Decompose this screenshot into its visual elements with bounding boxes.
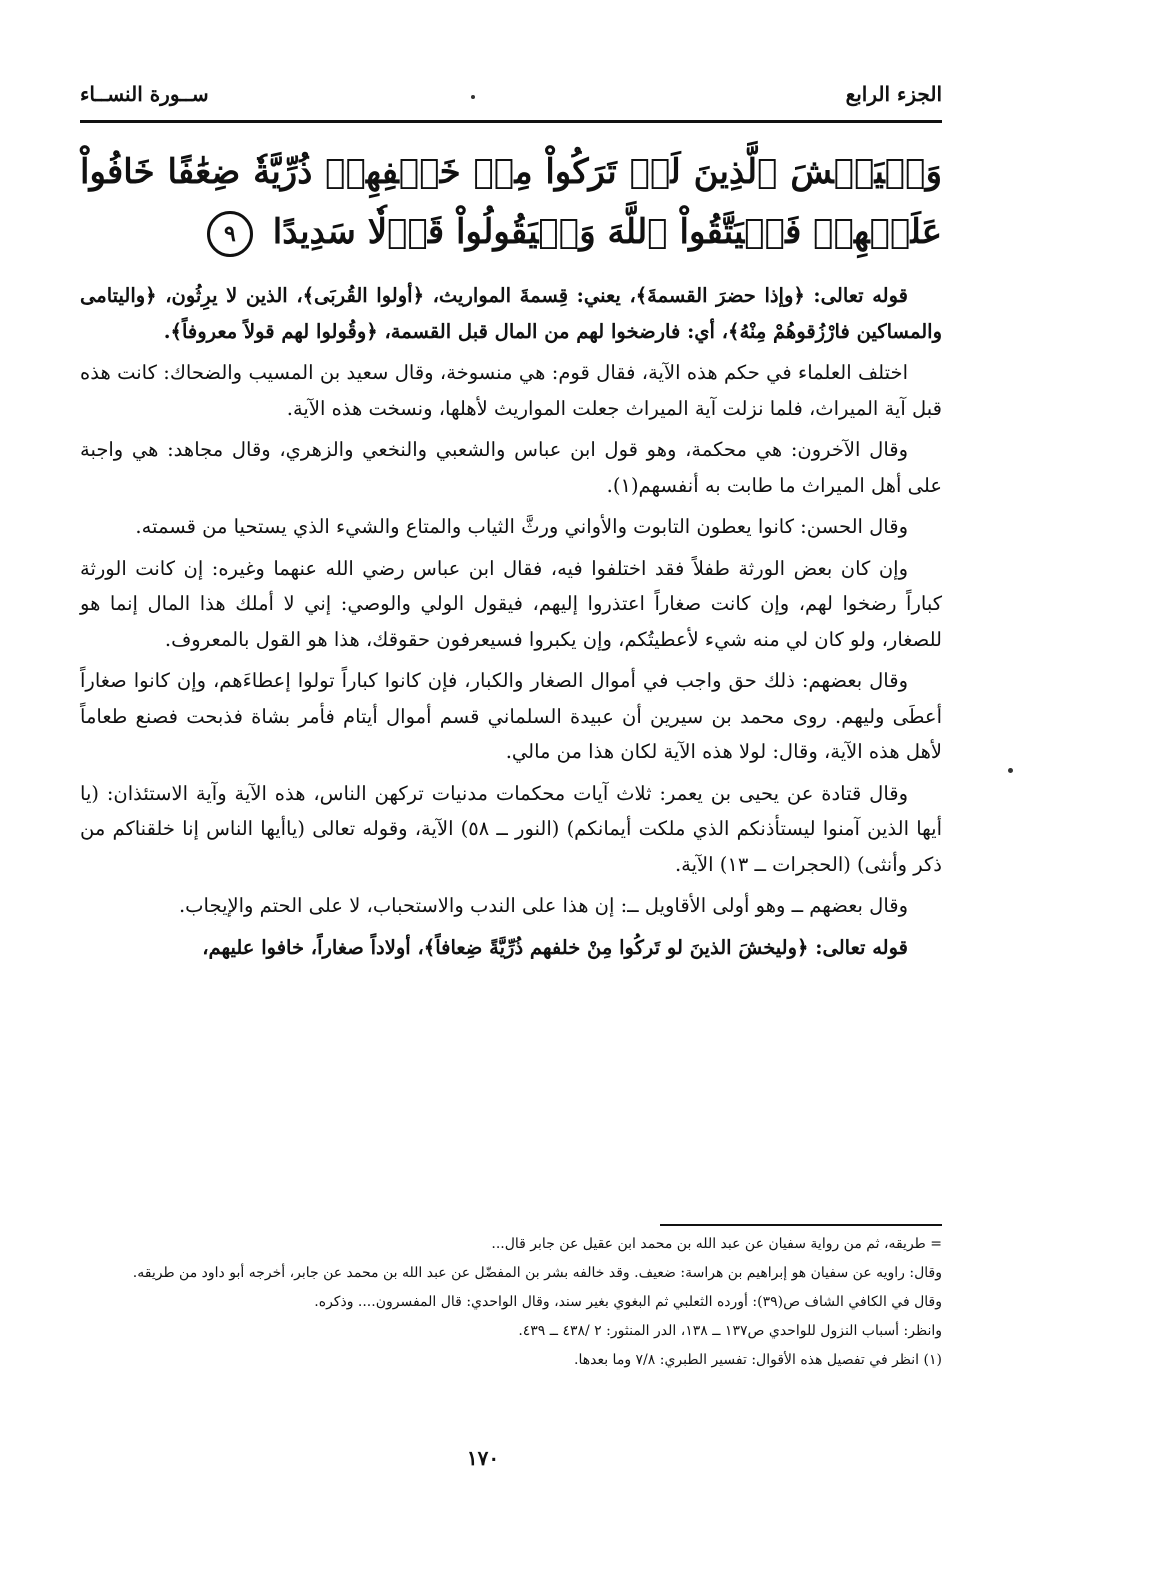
paragraph: قوله تعالى: ﴿وإذا حضرَ القسمةَ﴾، يعني: قِسمةَ المواريث، ﴿أولوا القُربَى﴾، الذين لا يرِثُون، ﴿واليتامى والمساكين فارْزُقوهُمْ مِنْهُ﴾، أي: فارضخوا لهم من المال قبل القسمة، ﴿وقُولوا لهم قولاً معروفاً﴾.	[80, 284, 942, 343]
commentary-body	[80, 278, 942, 971]
paragraph: وقال الآخرون: هي محكمة، وهو قول ابن عباس والشعبي والنخعي والزهري، وقال مجاهد: هي واجبة على أهل الميراث ما طابت به أنفسهم(١).	[80, 438, 942, 497]
footnote: = طريقه، ثم من رواية سفيان عن عبد الله بن محمد ابن عقيل عن جابر قال...	[491, 1236, 942, 1252]
header-rule	[80, 120, 942, 123]
running-header	[80, 82, 942, 116]
part-title: الجزء الرابع	[845, 82, 942, 106]
surah-title: ســورة النســاء	[80, 82, 209, 106]
paragraph: قوله تعالى: ﴿وليخشَ الذينَ لو تَركُوا مِنْ خلفهم ذُرِّيَّةً ضِعافاً﴾، أولاداً صغاراً، خافوا عليهم،	[202, 935, 908, 959]
footnote-separator	[660, 1224, 942, 1226]
quran-verse	[80, 142, 942, 262]
footnote: وقال في الكافي الشاف ص(٣٩): أورده الثعلبي ثم البغوي بغير سند، وقال الواحدي: قال المفسرون.... وذكره.	[314, 1294, 942, 1310]
footnote: وقال: راويه عن سفيان هو إبراهيم بن هراسة: ضعيف. وقد خالفه بشر بن المفضّل عن عبد الله بن محمد عن جابر، أخرجه أبو داود من طريقه.	[132, 1265, 942, 1281]
paragraph: وقال قتادة عن يحيى بن يعمر: ثلاث آيات محكمات مدنيات تركهن الناس، هذه الآية وآية الاستئذان: (يا أيها الذين آمنوا ليستأذنكم الذي ملكت أيمانكم) (النور ــ ٥٨) الآية، وقوله تعالى (ياأيها الناس إنا خلقناكم من ذكر وأنثى) (الحجرات ــ ١٣) الآية.	[80, 781, 942, 876]
footnotes	[80, 1232, 942, 1377]
paragraph: اختلف العلماء في حكم هذه الآية، فقال قوم: هي منسوخة، وقال سعيد بن المسيب والضحاك: كانت هذه قبل آية الميراث، فلما نزلت آية الميراث جعلت المواريث لأهلها، ونسخت هذه الآية.	[80, 361, 942, 420]
footnote: (١) انظر في تفصيل هذه الأقوال: تفسير الطبري: ٧/٨ وما بعدها.	[574, 1352, 942, 1368]
margin-dot	[1008, 768, 1013, 773]
paragraph: وقال بعضهم ــ وهو أولى الأقاويل ــ: إن هذا على الندب والاستحباب، لا على الحتم والإيجاب.	[178, 894, 908, 917]
header-dot	[471, 95, 475, 99]
paragraph: وإن كان بعض الورثة طفلاً فقد اختلفوا فيه، فقال ابن عباس رضي الله عنهما وغيره: إن كانت الورثة كباراً رضخوا لهم، وإن كانت صغاراً اعتذروا إليهم، فيقول الولي والوصي: إني لا أملك هذا المال إنما هو للصغار، ولو كان لي منه شيء لأعطيتُكم، وإن يكبروا فسيعرفون حقوقك، هذا هو القول بالمعروف.	[80, 556, 942, 651]
footnote: وانظر: أسباب النزول للواحدي ص١٣٧ ــ ١٣٨، الدر المنثور: ٢ /٤٣٨ ــ ٤٣٩.	[518, 1323, 942, 1339]
verse-number-marker	[207, 211, 253, 257]
page-number: ١٧٠	[466, 1446, 500, 1470]
verse-number: ٩	[224, 221, 236, 247]
verse-text: وَلۡيَخۡشَ ٱلَّذِينَ لَوۡ تَرَكُواْ مِنۡ خَلۡفِهِمۡ ذُرِّيَّةٗ ضِعَٰفًا خَافُواْ عَلَيۡهِمۡ فَلۡيَتَّقُواْ ٱللَّهَ وَلۡيَقُولُواْ قَوۡلٗا سَدِيدًا	[80, 152, 942, 252]
paragraph: وقال بعضهم: ذلك حق واجب في أموال الصغار والكبار، فإن كانوا كباراً تولوا إعطاءَهم، وإن كانوا صغاراً أعطَى وليهم. روى محمد بن سيرين أن عبيدة السلماني قسم أموال أيتام فأمر بشاة فذبحت فصنع طعاماً لأهل هذه الآية، وقال: لولا هذه الآية لكان هذا من مالي.	[80, 669, 942, 763]
paragraph: وقال الحسن: كانوا يعطون التابوت والأواني ورثَّ الثياب والمتاع والشيء الذي يستحيا من قسمته.	[135, 515, 908, 538]
